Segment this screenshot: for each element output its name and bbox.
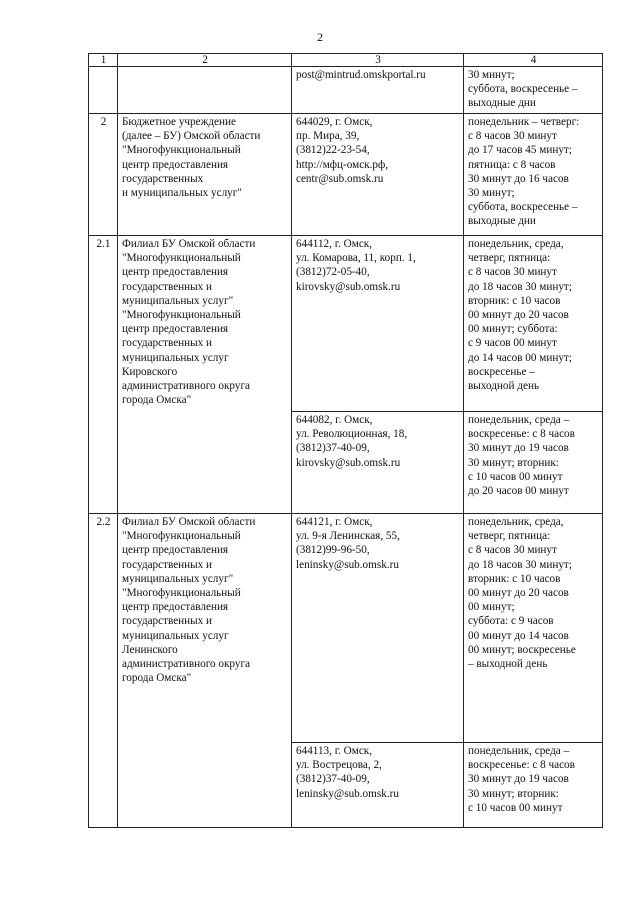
row-number: 2 [89, 114, 118, 236]
header-col-1: 1 [89, 54, 118, 67]
table-row [89, 236, 603, 412]
institutions-table [88, 53, 603, 828]
institution-name: Филиал БУ Омской области "Многофункциональный центр предоставления государственных и муниципальных услуг" "Многофункциональный центр предоставления государственных и муниципальных услуг Ленинского административного округа города Омска" [118, 514, 292, 828]
row-number [89, 67, 118, 114]
working-hours: понедельник, среда – воскресенье: с 8 часов 30 минут до 19 часов 30 минут; вторник: с 10 часов 00 минут до 20 часов 00 минут [464, 412, 603, 514]
table-header-row [89, 54, 603, 67]
page-number: 2 [317, 30, 323, 44]
address-contacts: 644121, г. Омск, ул. 9-я Ленинская, 55, (3812)99-96-50, leninsky@sub.omsk.ru [292, 514, 464, 743]
working-hours: понедельник, среда, четверг, пятница: с 8 часов 30 минут до 18 часов 30 минут; вторник: с 10 часов 00 минут до 20 часов 00 минут; суббота: с 9 часов 00 минут до 14 часов 00 минут; воскресенье – выходной день [464, 236, 603, 412]
address-contacts: 644112, г. Омск, ул. Комарова, 11, корп. 1, (3812)72-05-40, kirovsky@sub.omsk.ru [292, 236, 464, 412]
institution-name [118, 67, 292, 114]
address-contacts: post@mintrud.omskportal.ru [292, 67, 464, 114]
row-number: 2.2 [89, 514, 118, 828]
table-row [89, 67, 603, 114]
table-row [89, 514, 603, 743]
institution-name: Филиал БУ Омской области "Многофункциональный центр предоставления государственных и муниципальных услуг" "Многофункциональный центр предоставления государственных и муниципальных услуг Кировского административного округа города Омска" [118, 236, 292, 514]
header-col-2: 2 [118, 54, 292, 67]
working-hours: понедельник – четверг: с 8 часов 30 минут до 17 часов 45 минут; пятница: с 8 часов 30 минут до 16 часов 30 минут; суббота, воскресенье – выходные дни [464, 114, 603, 236]
header-col-3: 3 [292, 54, 464, 67]
address-contacts: 644082, г. Омск, ул. Революционная, 18, (3812)37-40-09, kirovsky@sub.omsk.ru [292, 412, 464, 514]
table-row [89, 114, 603, 236]
working-hours: 30 минут; суббота, воскресенье – выходные дни [464, 67, 603, 114]
address-contacts: 644113, г. Омск, ул. Вострецова, 2, (3812)37-40-09, leninsky@sub.omsk.ru [292, 743, 464, 828]
row-number: 2.1 [89, 236, 118, 514]
working-hours: понедельник, среда, четверг, пятница: с 8 часов 30 минут до 18 часов 30 минут; вторник: с 10 часов 00 минут до 20 часов 00 минут; суббота: с 9 часов 00 минут до 14 часов 00 минут; воскресенье – выходной день [464, 514, 603, 743]
institution-name: Бюджетное учреждение (далее – БУ) Омской области "Многофункциональный центр предоставления государственных и муниципальных услуг" [118, 114, 292, 236]
working-hours: понедельник, среда – воскресенье: с 8 часов 30 минут до 19 часов 30 минут; вторник: с 10 часов 00 минут [464, 743, 603, 828]
address-contacts: 644029, г. Омск, пр. Мира, 39, (3812)22-23-54, http://мфц-омск.рф, centr@sub.omsk.ru [292, 114, 464, 236]
header-col-4: 4 [464, 54, 603, 67]
